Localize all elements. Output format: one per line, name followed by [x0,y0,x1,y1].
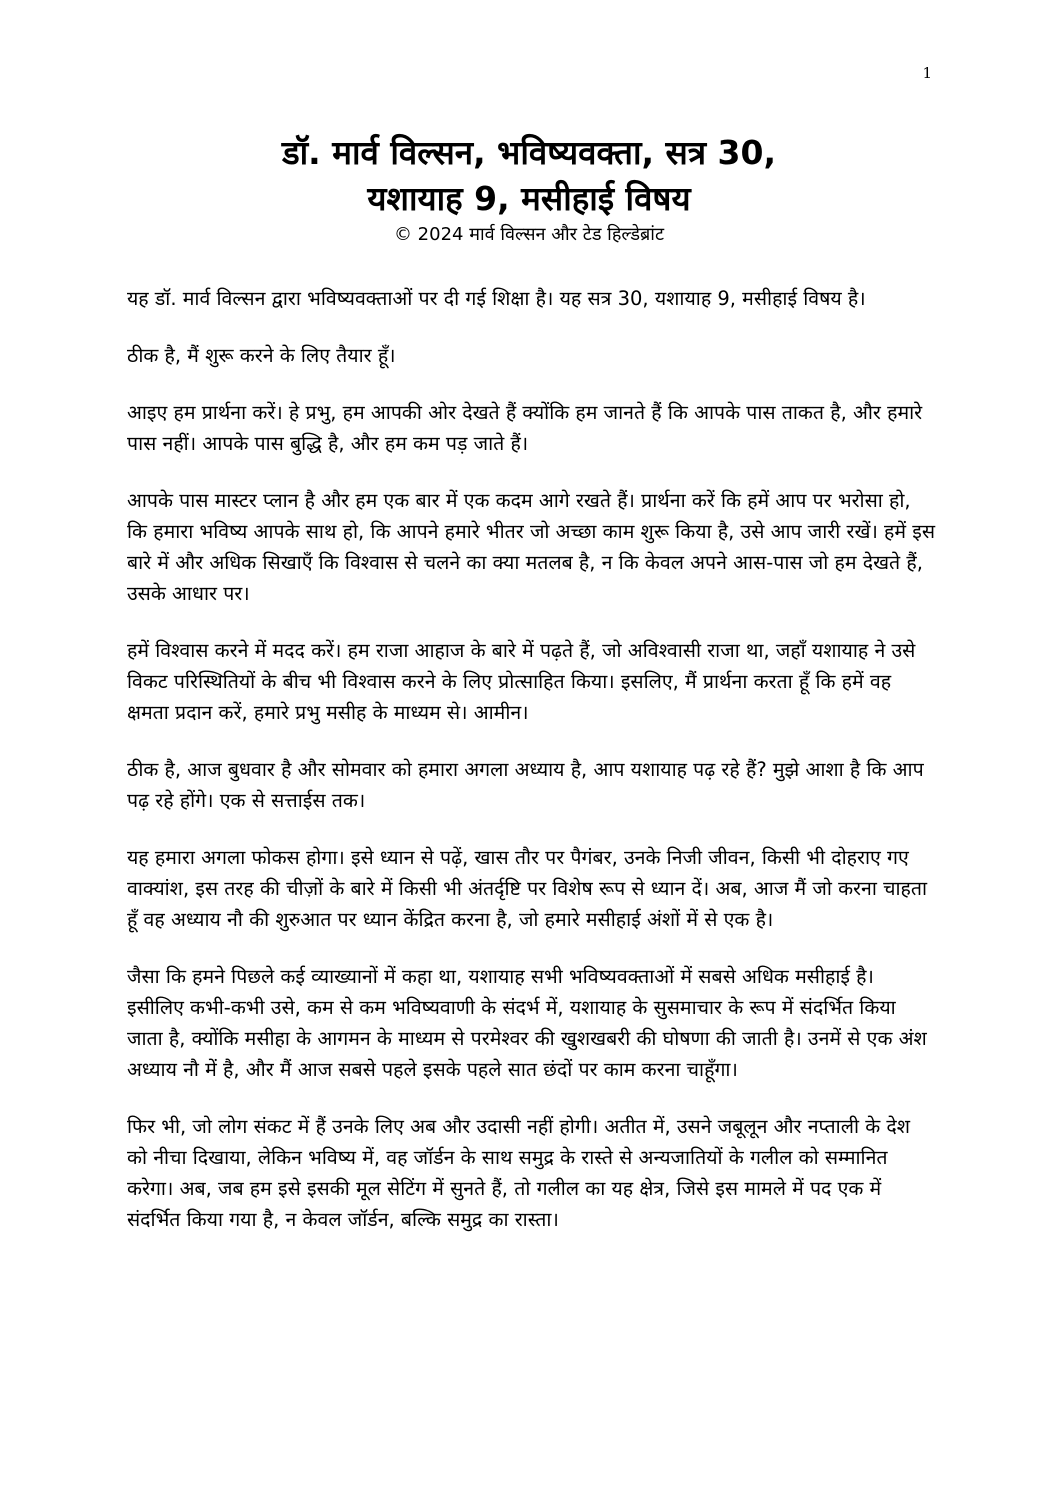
document-header [80,130,978,248]
document-title [80,130,978,222]
paragraph-9: फिर भी, जो लोग संकट में हैं उनके लिए अब और उदासी नहीं होगी। अतीत में, उसने जबूलून और नप्ताली के देश को नीचा दिखाया, लेकिन भविष्य में, वह जॉर्डन के साथ समुद्र के रास्ते से अन्यजातियों के गलील को सम्मानित करेगा। अब, जब हम इसे इसकी मूल सेटिंग में सुनते हैं, तो गलील का यह क्षेत्र, जिसे इस मामले में पद एक में संदर्भित किया गया है, न केवल जॉर्डन, बल्कि समुद्र का रास्ता। [127,1115,910,1231]
document-body [127,283,935,1261]
paragraph-4: आपके पास मास्टर प्लान है और हम एक बार में एक कदम आगे रखते हैं। प्रार्थना करें कि हमें आप पर भरोसा हो, कि हमारा भविष्य आपके साथ हो, कि आपने हमारे भीतर जो अच्छा काम शुरू किया है, उसे आप जारी रखें। हमें इस बारे में और अधिक सिखाएँ कि विश्वास से चलने का क्या मतलब है, न कि केवल अपने आस-पास जो हम देखते हैं, उसके आधार पर। [127,489,936,605]
paragraph-1: यह डॉ. मार्व विल्सन द्वारा भविष्यवक्ताओं पर दी गई शिक्षा है। यह सत्र 30, यशायाह 9, मसीहाई विषय है। [127,287,866,310]
paragraph-6: ठीक है, आज बुधवार है और सोमवार को हमारा अगला अध्याय है, आप यशायाह पढ़ रहे हैं? मुझे आशा है कि आप पढ़ रहे होंगे। एक से सत्ताईस तक। [127,758,924,812]
paragraph-2: ठीक है, मैं शुरू करने के लिए तैयार हूँ। [127,344,396,367]
paragraph-5: हमें विश्वास करने में मदद करें। हम राजा आहाज के बारे में पढ़ते हैं, जो अविश्वासी राजा था, जहाँ यशायाह ने उसे विकट परिस्थितियों के बीच भी विश्वास करने के लिए प्रोत्साहित किया। इसलिए, मैं प्रार्थना करता हूँ कि हमें वह क्षमता प्रदान करें, हमारे प्रभु मसीह के माध्यम से। आमीन। [127,639,916,724]
copyright-notice: © 2024 मार्व विल्सन और टेड हिल्डेब्रांट [393,224,665,245]
paragraph-7: यह हमारा अगला फोकस होगा। इसे ध्यान से पढ़ें, खास तौर पर पैगंबर, उनके निजी जीवन, किसी भी दोहराए गए वाक्यांश, इस तरह की चीज़ों के बारे में किसी भी अंतर्दृष्टि पर विशेष रूप से ध्यान दें। अब, आज मैं जो करना चाहता हूँ वह अध्याय नौ की शुरुआत पर ध्यान केंद्रित करना है, जो हमारे मसीहाई अंशों में से एक है। [127,846,928,931]
page-number: 1 [922,64,932,82]
paragraph-8: जैसा कि हमने पिछले कई व्याख्यानों में कहा था, यशायाह सभी भविष्यवक्ताओं में सबसे अधिक मसीहाई है। इसीलिए कभी-कभी उसे, कम से कम भविष्यवाणी के संदर्भ में, यशायाह के सुसमाचार के रूप में संदर्भित किया जाता है, क्योंकि मसीहा के आगमन के माध्यम से परमेश्वर की खुशखबरी की घोषणा की जाती है। उनमें से एक अंश अध्याय नौ में है, और मैं आज सबसे पहले इसके पहले सात छंदों पर काम करना चाहूँगा। [127,965,927,1081]
paragraph-3: आइए हम प्रार्थना करें। हे प्रभु, हम आपकी ओर देखते हैं क्योंकि हम जानते हैं कि आपके पास ताकत है, और हमारे पास नहीं। आपके पास बुद्धि है, और हम कम पड़ जाते हैं। [127,401,923,455]
title-line-2: यशायाह 9, मसीहाई विषय [367,179,691,218]
title-line-1: डॉ. मार्व विल्सन, भविष्यवक्ता, सत्र 30, [281,133,776,172]
